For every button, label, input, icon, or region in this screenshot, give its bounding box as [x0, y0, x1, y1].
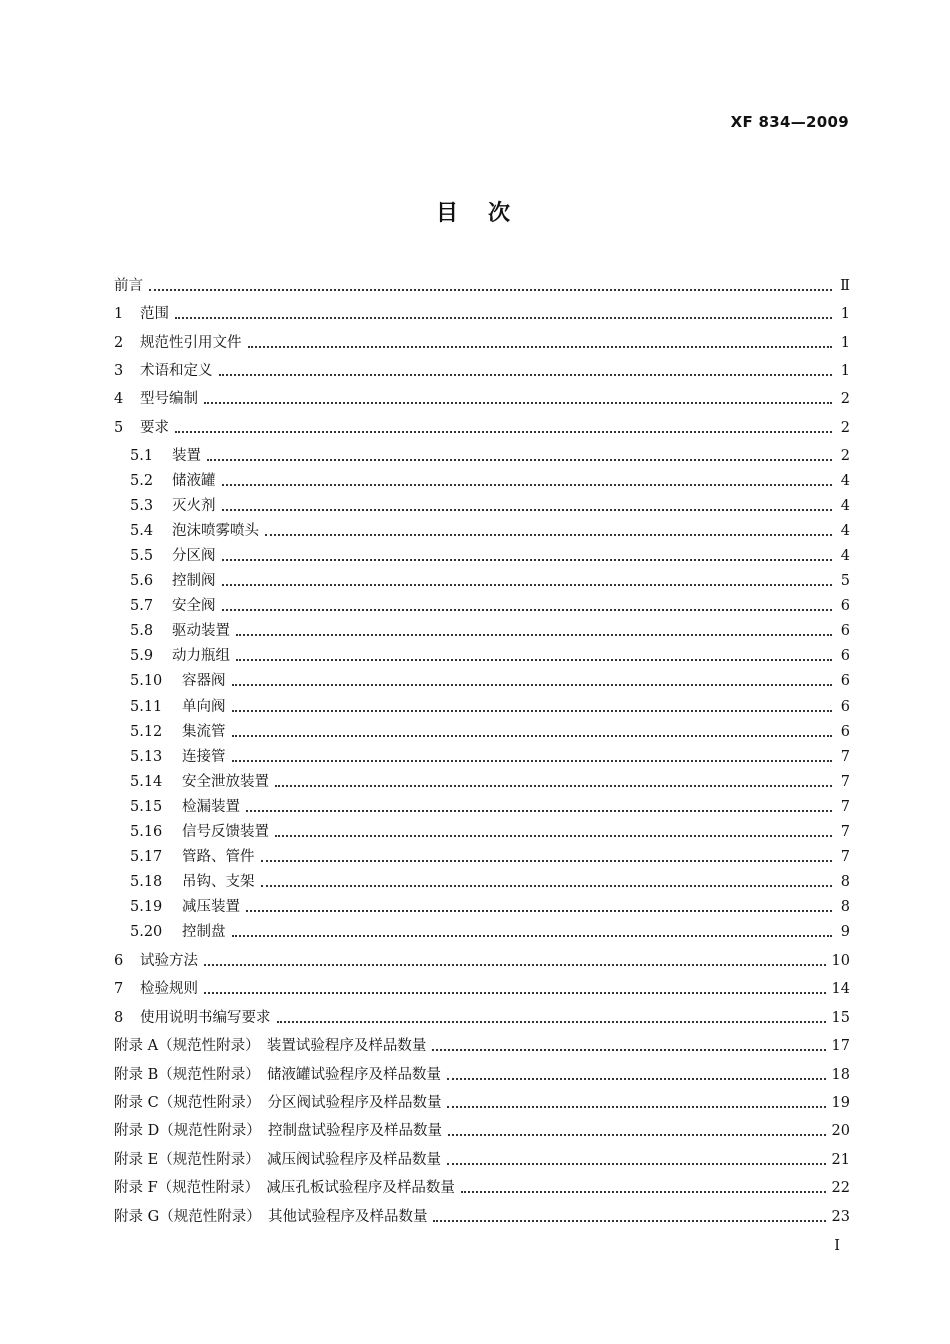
toc-entry-label: 附录 E（规范性附录） 减压阀试验程序及样品数量	[114, 1151, 441, 1168]
toc-entry[interactable]	[114, 695, 850, 717]
toc-entry-number: 4	[114, 391, 124, 408]
toc-entry-number: 5.4	[130, 523, 154, 540]
toc-entry-number: 5.17	[130, 848, 163, 865]
toc-entry-page: 8	[840, 898, 850, 915]
toc-entry-page: 7	[840, 773, 850, 790]
toc-entry-number: 5.19	[130, 898, 163, 915]
toc-entry-label: 试验方法	[140, 953, 198, 969]
toc-dot-leader	[222, 596, 833, 616]
toc-entry-page: 1	[840, 334, 850, 351]
toc-entry-page: 7	[840, 748, 850, 765]
toc-entry[interactable]	[114, 1063, 850, 1085]
toc-entry-page: 19	[831, 1095, 850, 1111]
toc-entry[interactable]	[114, 669, 850, 691]
toc-entry[interactable]	[114, 795, 850, 817]
footer-page-number: Ⅰ	[834, 1238, 840, 1254]
toc-entry-page: 4	[840, 548, 850, 565]
toc-entry-label: 使用说明书编写要求	[140, 1009, 271, 1026]
toc-entry-label: 前言	[114, 278, 143, 294]
toc-entry-page: Ⅱ	[840, 278, 850, 294]
toc-entry[interactable]	[114, 1148, 850, 1170]
toc-entry-number: 5.6	[130, 573, 154, 590]
toc-entry[interactable]	[114, 519, 850, 541]
toc-entry-page: 23	[831, 1208, 850, 1225]
toc-entry-number: 5.16	[130, 823, 163, 840]
toc-entry-label: 控制盘	[182, 923, 226, 940]
toc-entry-label: 附录 G（规范性附录） 其他试验程序及样品数量	[114, 1208, 428, 1225]
toc-entry-page: 8	[840, 873, 850, 890]
toc-entry-number: 5.15	[130, 798, 163, 815]
toc-entry[interactable]	[114, 331, 850, 353]
toc-entry-page: 14	[831, 981, 850, 998]
toc-entry-page: 9	[840, 923, 850, 940]
toc-dot-leader	[219, 361, 833, 381]
toc-entry-number: 5.1	[130, 448, 154, 464]
toc-dot-leader	[222, 546, 833, 566]
toc-entry[interactable]	[114, 494, 850, 516]
toc-entry-label: 控制阀	[172, 573, 216, 590]
toc-dot-leader	[461, 1178, 826, 1198]
toc-entry-label: 术语和定义	[140, 362, 213, 379]
toc-entry-page: 4	[840, 523, 850, 540]
toc-entry-label: 连接管	[182, 748, 226, 765]
toc-entry-number: 5.10	[130, 673, 163, 690]
toc-entry-page: 4	[840, 498, 850, 515]
toc-entry[interactable]	[114, 1034, 850, 1056]
toc-dot-leader	[447, 1150, 826, 1170]
toc-entry-label: 信号反馈装置	[182, 823, 269, 840]
toc-title: 目 次	[435, 201, 514, 226]
toc-entry-number: 5.12	[130, 723, 163, 740]
toc-entry[interactable]	[114, 644, 850, 666]
toc-entry-label: 泡沫喷雾喷头	[172, 523, 259, 540]
toc-dot-leader	[275, 772, 832, 792]
toc-entry[interactable]	[114, 1119, 850, 1141]
toc-entry[interactable]	[114, 745, 850, 767]
toc-entry-page: 4	[840, 473, 850, 490]
toc-entry-label: 驱动装置	[172, 623, 230, 640]
toc-entry[interactable]	[114, 594, 850, 616]
toc-dot-leader	[236, 621, 832, 641]
toc-dot-leader	[246, 797, 832, 817]
toc-entry-label: 附录 C（规范性附录） 分区阀试验程序及样品数量	[114, 1095, 442, 1111]
toc-entry-page: 17	[831, 1038, 850, 1055]
toc-entry-number: 5.11	[130, 698, 163, 715]
toc-entry-label: 安全泄放装置	[182, 773, 269, 790]
toc-entry-number: 5.2	[130, 473, 154, 490]
toc-entry[interactable]	[114, 1205, 850, 1227]
toc-entry-page: 6	[840, 723, 850, 740]
toc-dot-leader	[432, 1036, 825, 1056]
toc-entry[interactable]	[114, 469, 850, 491]
toc-entry-number: 6	[114, 953, 124, 969]
toc-dot-leader	[275, 822, 832, 842]
toc-dot-leader	[204, 979, 826, 999]
toc-entry-label: 要求	[140, 419, 169, 436]
toc-entry-page: 6	[840, 673, 850, 690]
toc-dot-leader	[175, 304, 832, 324]
toc-entry-page: 20	[831, 1123, 850, 1140]
toc-dot-leader	[448, 1121, 826, 1141]
toc-entry[interactable]	[114, 720, 850, 742]
toc-entry-page: 2	[840, 391, 850, 408]
toc-entry-page: 2	[840, 448, 850, 464]
toc-entry-number: 5.3	[130, 498, 154, 515]
toc-entry[interactable]	[114, 274, 850, 296]
toc-entry-number: 7	[114, 981, 124, 998]
toc-entry-page: 6	[840, 623, 850, 640]
toc-dot-leader	[248, 333, 833, 353]
toc-entry[interactable]	[114, 359, 850, 381]
toc-dot-leader	[232, 722, 833, 742]
toc-entry-label: 检验规则	[140, 981, 198, 998]
toc-entry-number: 5.14	[130, 773, 163, 790]
toc-entry-number: 5.7	[130, 598, 154, 615]
toc-entry-page: 22	[831, 1180, 850, 1197]
toc-dot-leader	[265, 521, 832, 541]
toc-dot-leader	[261, 847, 833, 867]
toc-entry-page: 6	[840, 648, 850, 665]
toc-entry[interactable]	[114, 895, 850, 917]
toc-entry[interactable]	[114, 820, 850, 842]
toc-entry[interactable]	[114, 845, 850, 867]
toc-entry-page: 18	[831, 1066, 850, 1083]
toc-entry-label: 安全阀	[172, 598, 216, 615]
toc-dot-leader	[232, 747, 833, 767]
toc-entry[interactable]	[114, 1091, 850, 1113]
toc-entry-label: 装置	[172, 448, 201, 464]
toc-dot-leader	[236, 646, 832, 666]
toc-entry[interactable]	[114, 416, 850, 438]
toc-entry-label: 灭火剂	[172, 498, 216, 515]
toc-dot-leader	[246, 897, 832, 917]
toc-dot-leader	[175, 418, 832, 438]
toc-entry-number: 5.9	[130, 648, 154, 665]
toc-entry-number: 1	[114, 306, 124, 323]
toc-entry-label: 型号编制	[140, 391, 198, 408]
document-code: XF 834—2009	[730, 113, 849, 131]
toc-entry-page: 6	[840, 598, 850, 615]
toc-entry[interactable]	[114, 920, 850, 942]
toc-entry-label: 储液罐	[172, 473, 216, 490]
toc-entry-label: 吊钩、支架	[182, 873, 255, 890]
toc-entry-label: 附录 D（规范性附录） 控制盘试验程序及样品数量	[114, 1123, 442, 1140]
toc-dot-leader	[232, 922, 833, 942]
toc-entry-number: 5.18	[130, 873, 163, 890]
toc-entry-label: 范围	[140, 306, 169, 323]
toc-entry-number: 3	[114, 362, 124, 379]
toc-entry-number: 5.13	[130, 748, 163, 765]
toc-dot-leader	[204, 389, 832, 409]
toc-dot-leader	[222, 496, 833, 516]
toc-entry-number: 2	[114, 334, 124, 351]
toc-entry-label: 分区阀	[172, 548, 216, 565]
toc-entry-page: 7	[840, 823, 850, 840]
toc-dot-leader	[222, 471, 833, 491]
toc-dot-leader	[222, 571, 833, 591]
toc-entry-label: 容器阀	[182, 673, 226, 690]
toc-entry-page: 5	[840, 573, 850, 590]
toc-dot-leader	[207, 446, 832, 466]
toc-dot-leader	[232, 671, 833, 691]
toc-entry-page: 7	[840, 848, 850, 865]
toc-entry[interactable]	[114, 977, 850, 999]
toc-entry[interactable]	[114, 870, 850, 892]
toc-entry-label: 单向阀	[182, 698, 226, 715]
toc-dot-leader	[447, 1093, 825, 1113]
toc-entry-page: 1	[840, 306, 850, 323]
toc-entry-number: 8	[114, 1009, 124, 1026]
toc-dot-leader	[149, 276, 832, 296]
toc-dot-leader	[232, 697, 833, 717]
toc-entry[interactable]	[114, 444, 850, 466]
toc-dot-leader	[277, 1008, 826, 1028]
toc-entry-label: 集流管	[182, 723, 226, 740]
toc-entry-label: 动力瓶组	[172, 648, 230, 665]
toc-entry[interactable]	[114, 1006, 850, 1028]
toc-entry[interactable]	[114, 1176, 850, 1198]
toc-entry-label: 附录 B（规范性附录） 储液罐试验程序及样品数量	[114, 1066, 442, 1083]
toc-entry[interactable]	[114, 302, 850, 324]
toc-entry-label: 减压装置	[182, 898, 240, 915]
toc-entry[interactable]	[114, 770, 850, 792]
toc-entry[interactable]	[114, 949, 850, 971]
toc-entry-number: 5.5	[130, 548, 154, 565]
toc-entry[interactable]	[114, 387, 850, 409]
toc-dot-leader	[261, 872, 833, 892]
toc-entry-label: 管路、管件	[182, 848, 255, 865]
toc-entry[interactable]	[114, 544, 850, 566]
toc-entry-page: 7	[840, 798, 850, 815]
toc-entry-label: 检漏装置	[182, 798, 240, 815]
toc-entry-page: 2	[840, 419, 850, 436]
toc-entry-label: 规范性引用文件	[140, 334, 242, 351]
toc-entry-page: 10	[831, 953, 850, 969]
toc-entry-label: 附录 A（规范性附录） 装置试验程序及样品数量	[114, 1038, 427, 1055]
toc-entry-page: 21	[831, 1151, 850, 1168]
toc-dot-leader	[447, 1065, 826, 1085]
toc-entry[interactable]	[114, 619, 850, 641]
toc-dot-leader	[204, 951, 826, 971]
toc-dot-leader	[433, 1207, 825, 1227]
toc-entry-page: 1	[840, 362, 850, 379]
toc-entry-number: 5.8	[130, 623, 154, 640]
toc-entry-page: 15	[831, 1009, 850, 1026]
toc-entry-number: 5	[114, 419, 124, 436]
toc-entry-label: 附录 F（规范性附录） 减压孔板试验程序及样品数量	[114, 1180, 455, 1197]
toc-entry-number: 5.20	[130, 923, 163, 940]
toc-entry-page: 6	[840, 698, 850, 715]
toc-entry[interactable]	[114, 569, 850, 591]
